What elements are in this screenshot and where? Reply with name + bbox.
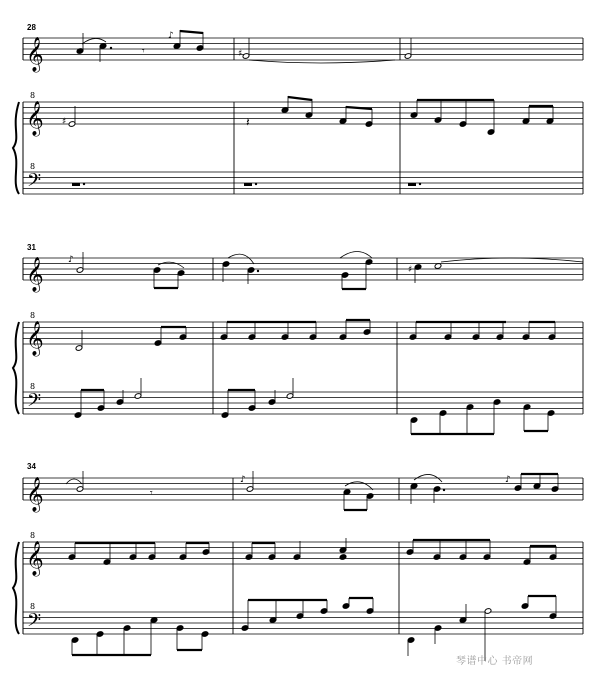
sharp-accidental: ♯	[62, 117, 67, 127]
piano-brace	[13, 542, 19, 634]
dot	[83, 183, 85, 185]
bass-clef: 𝄢	[27, 610, 42, 636]
beam	[288, 97, 312, 100]
octave-mark-treble: 8	[30, 531, 36, 540]
tie	[249, 60, 395, 63]
treble-clef: 𝄞	[26, 477, 44, 512]
watermark: 琴谱中心 书帝网	[456, 656, 534, 667]
octave-mark-bass: 8	[30, 602, 36, 611]
bass-clef: 𝄢	[27, 390, 42, 416]
grace-note: ♪	[240, 475, 246, 485]
grace-note: ♪	[168, 31, 174, 41]
piano-brace	[13, 102, 19, 194]
half-rest	[408, 183, 416, 186]
bass-clef: 𝄢	[27, 170, 42, 196]
dot	[443, 489, 445, 491]
dot	[110, 47, 112, 49]
measure-number-system-2: 31	[27, 243, 36, 252]
dot	[419, 183, 421, 185]
grace-note: ♪	[68, 255, 74, 265]
measure-number-system-3: 34	[27, 462, 36, 471]
dot	[255, 183, 257, 185]
eighth-rest: 𝄾	[142, 46, 145, 57]
beam	[180, 31, 203, 33]
treble-clef: 𝄞	[26, 257, 44, 292]
treble-clef: 𝄞	[26, 541, 44, 576]
slur	[228, 254, 254, 264]
tie	[441, 258, 583, 262]
octave-mark-treble: 8	[30, 311, 36, 320]
treble-clef: 𝄞	[26, 101, 44, 136]
octave-mark-bass: 8	[30, 382, 36, 391]
sharp-accidental: ♯	[238, 49, 243, 59]
sharp-accidental: ♯	[408, 265, 413, 275]
quarter-rest: 𝄽	[246, 115, 250, 129]
piano-brace	[13, 322, 19, 414]
slur	[340, 252, 372, 259]
measure-number-system-1: 28	[27, 23, 36, 32]
treble-clef: 𝄞	[26, 321, 44, 356]
treble-clef: 𝄞	[26, 37, 44, 72]
treble-note	[339, 554, 347, 561]
eighth-rest: 𝄾	[150, 488, 153, 499]
dot	[257, 270, 259, 272]
grace-note: ♪	[505, 475, 511, 485]
octave-mark-treble: 8	[30, 91, 36, 100]
half-rest	[244, 183, 252, 186]
octave-mark-bass: 8	[30, 162, 36, 171]
half-rest	[72, 183, 80, 186]
slur	[158, 262, 184, 268]
